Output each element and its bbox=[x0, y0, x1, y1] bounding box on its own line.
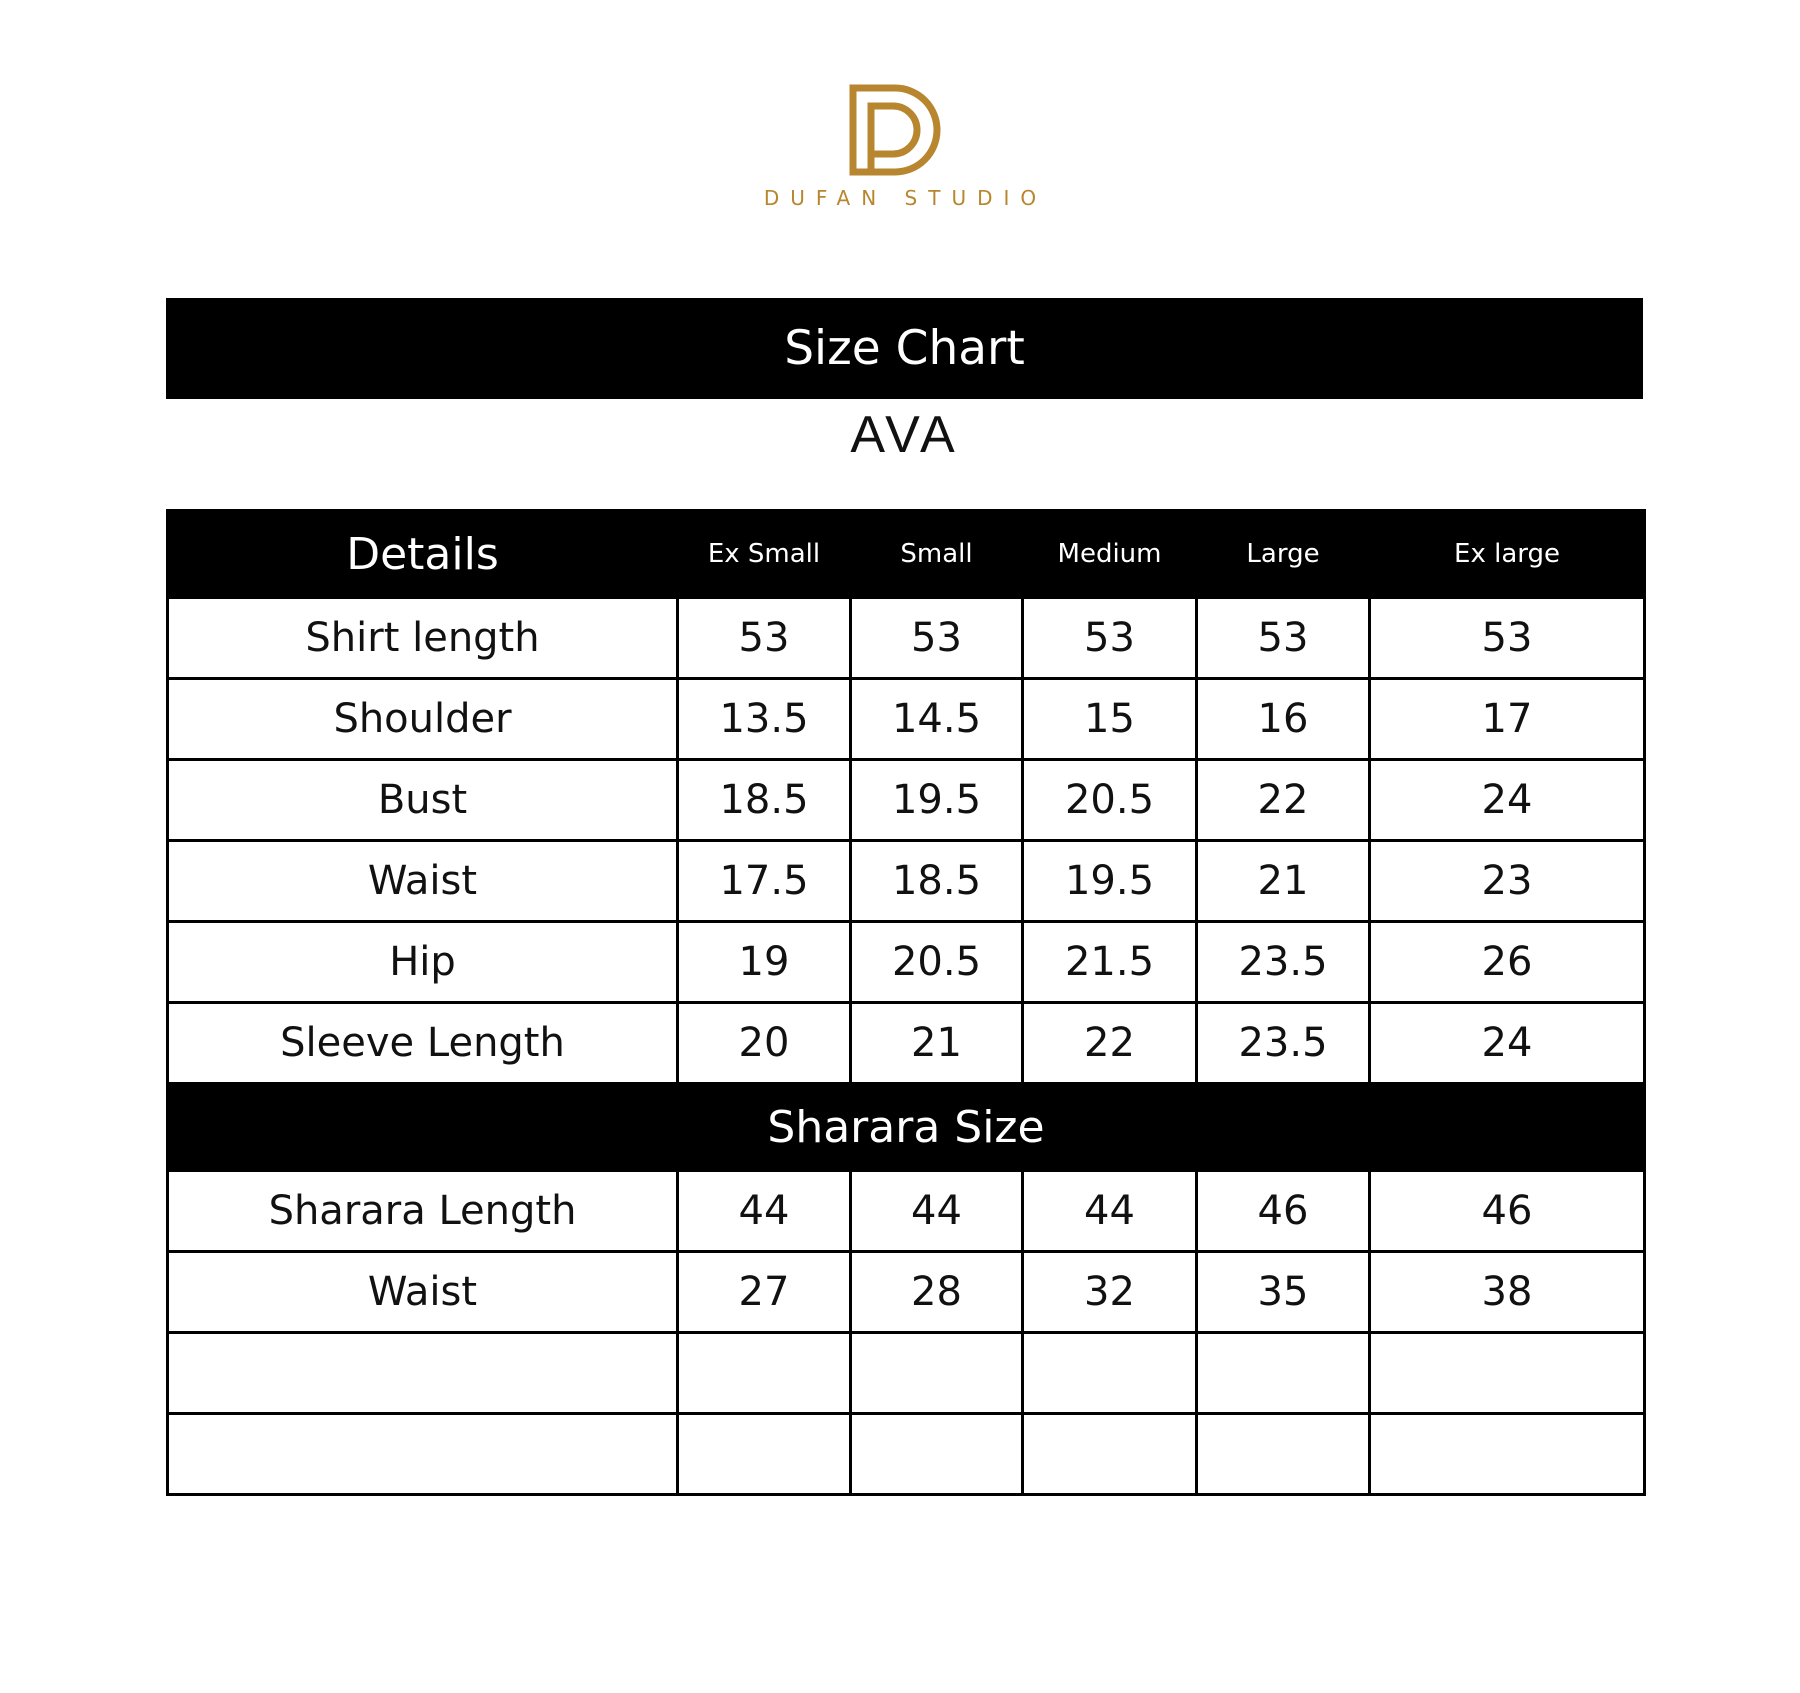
measurement-label: Sharara Length bbox=[168, 1171, 678, 1252]
column-header-details: Details bbox=[168, 511, 678, 598]
empty-cell bbox=[168, 1414, 678, 1495]
measurement-value: 20 bbox=[678, 1003, 851, 1084]
brand-logo bbox=[0, 80, 1800, 210]
empty-cell bbox=[1197, 1333, 1370, 1414]
measurement-value: 23.5 bbox=[1197, 922, 1370, 1003]
column-header-size: Large bbox=[1197, 511, 1370, 598]
empty-cell bbox=[678, 1414, 851, 1495]
measurement-value: 19.5 bbox=[1023, 841, 1197, 922]
measurement-value: 53 bbox=[851, 598, 1023, 679]
empty-cell bbox=[1023, 1414, 1197, 1495]
measurement-value: 44 bbox=[851, 1171, 1023, 1252]
measurement-value: 27 bbox=[678, 1252, 851, 1333]
measurement-value: 28 bbox=[851, 1252, 1023, 1333]
measurement-label: Hip bbox=[168, 922, 678, 1003]
table-header-row bbox=[168, 511, 1645, 598]
measurement-value: 53 bbox=[1023, 598, 1197, 679]
measurement-value: 16 bbox=[1197, 679, 1370, 760]
column-header-size: Ex Small bbox=[678, 511, 851, 598]
empty-cell bbox=[1023, 1333, 1197, 1414]
measurement-value: 53 bbox=[1197, 598, 1370, 679]
empty-row bbox=[168, 1333, 1645, 1414]
column-header-size: Medium bbox=[1023, 511, 1197, 598]
measurement-value: 19.5 bbox=[851, 760, 1023, 841]
measurement-label: Bust bbox=[168, 760, 678, 841]
measurement-value: 22 bbox=[1197, 760, 1370, 841]
measurement-value: 22 bbox=[1023, 1003, 1197, 1084]
measurement-value: 20.5 bbox=[1023, 760, 1197, 841]
measurement-value: 26 bbox=[1370, 922, 1645, 1003]
measurement-value: 35 bbox=[1197, 1252, 1370, 1333]
empty-cell bbox=[678, 1333, 851, 1414]
dd-monogram-logo-icon bbox=[845, 80, 955, 180]
table-row bbox=[168, 922, 1645, 1003]
column-header-size: Ex large bbox=[1370, 511, 1645, 598]
measurement-value: 17 bbox=[1370, 679, 1645, 760]
measurement-value: 24 bbox=[1370, 1003, 1645, 1084]
section-header-row bbox=[168, 1084, 1645, 1171]
empty-cell bbox=[851, 1414, 1023, 1495]
measurement-value: 15 bbox=[1023, 679, 1197, 760]
measurement-label: Shirt length bbox=[168, 598, 678, 679]
measurement-value: 23 bbox=[1370, 841, 1645, 922]
measurement-value: 19 bbox=[678, 922, 851, 1003]
table-row bbox=[168, 841, 1645, 922]
measurement-value: 53 bbox=[678, 598, 851, 679]
measurement-value: 44 bbox=[1023, 1171, 1197, 1252]
empty-cell bbox=[1370, 1333, 1645, 1414]
page-title: Size Chart bbox=[166, 298, 1643, 399]
empty-cell bbox=[851, 1333, 1023, 1414]
measurement-value: 32 bbox=[1023, 1252, 1197, 1333]
measurement-value: 46 bbox=[1197, 1171, 1370, 1252]
measurement-label: Shoulder bbox=[168, 679, 678, 760]
column-header-size: Small bbox=[851, 511, 1023, 598]
product-name: AVA bbox=[850, 406, 959, 464]
table-row bbox=[168, 1003, 1645, 1084]
table-row bbox=[168, 1171, 1645, 1252]
section-title: Sharara Size bbox=[168, 1084, 1645, 1171]
measurement-value: 44 bbox=[678, 1171, 851, 1252]
table-row bbox=[168, 760, 1645, 841]
brand-name: DUFAN STUDIO bbox=[763, 186, 1048, 210]
table-row bbox=[168, 679, 1645, 760]
measurement-value: 18.5 bbox=[678, 760, 851, 841]
measurement-value: 18.5 bbox=[851, 841, 1023, 922]
measurement-value: 17.5 bbox=[678, 841, 851, 922]
table-row bbox=[168, 1252, 1645, 1333]
table-row bbox=[168, 598, 1645, 679]
measurement-value: 23.5 bbox=[1197, 1003, 1370, 1084]
measurement-value: 24 bbox=[1370, 760, 1645, 841]
measurement-label: Waist bbox=[168, 1252, 678, 1333]
measurement-label: Waist bbox=[168, 841, 678, 922]
empty-cell bbox=[168, 1333, 678, 1414]
empty-row bbox=[168, 1414, 1645, 1495]
measurement-value: 21 bbox=[851, 1003, 1023, 1084]
measurement-value: 38 bbox=[1370, 1252, 1645, 1333]
measurement-value: 53 bbox=[1370, 598, 1645, 679]
empty-cell bbox=[1370, 1414, 1645, 1495]
measurement-value: 14.5 bbox=[851, 679, 1023, 760]
measurement-label: Sleeve Length bbox=[168, 1003, 678, 1084]
measurement-value: 21 bbox=[1197, 841, 1370, 922]
measurement-value: 13.5 bbox=[678, 679, 851, 760]
size-chart-table bbox=[166, 509, 1646, 1496]
measurement-value: 46 bbox=[1370, 1171, 1645, 1252]
measurement-value: 21.5 bbox=[1023, 922, 1197, 1003]
empty-cell bbox=[1197, 1414, 1370, 1495]
measurement-value: 20.5 bbox=[851, 922, 1023, 1003]
